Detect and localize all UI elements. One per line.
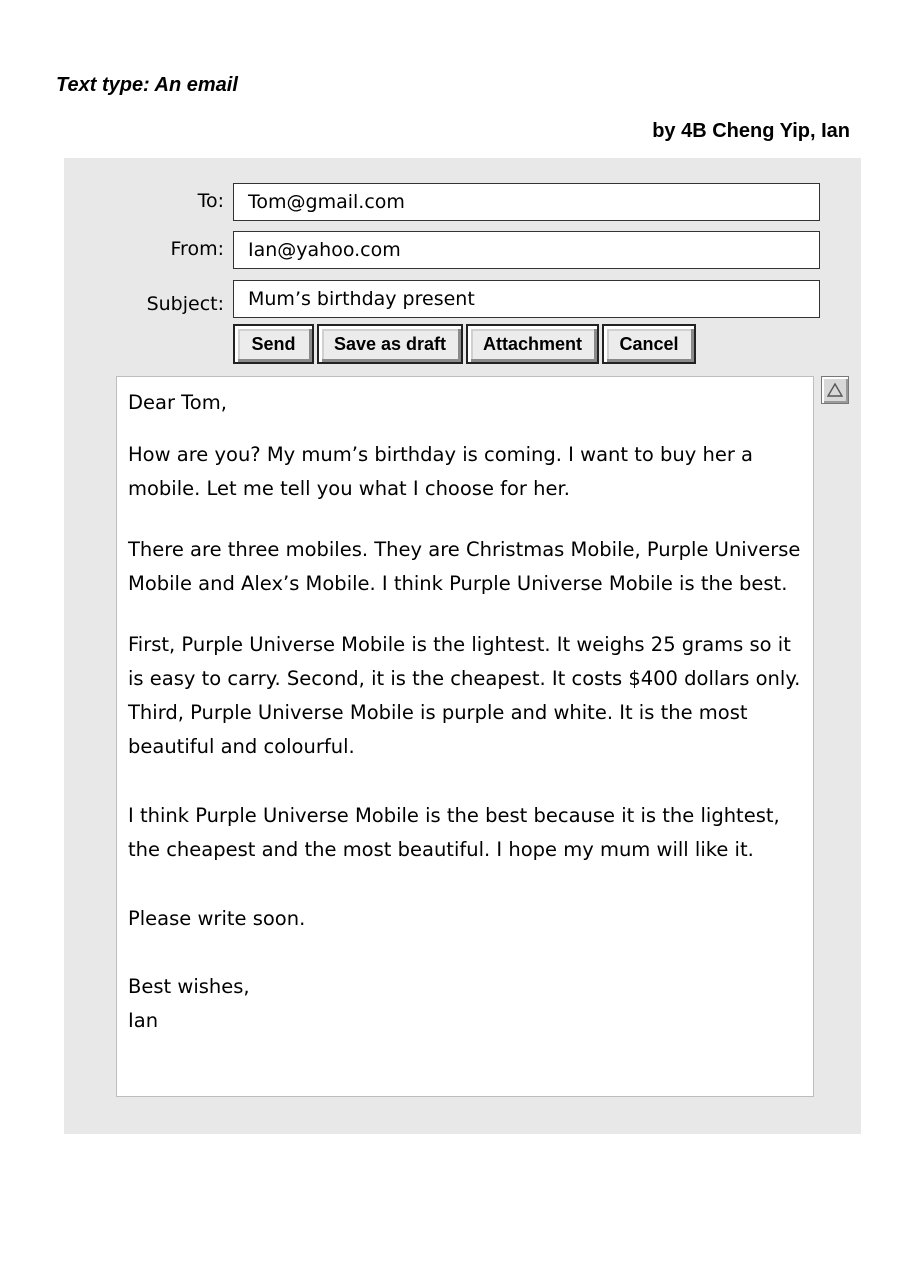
attachment-button[interactable]: Attachment: [466, 324, 599, 364]
from-field[interactable]: Ian@yahoo.com: [233, 231, 820, 269]
from-label: From:: [170, 238, 224, 260]
scroll-up-button[interactable]: [821, 376, 849, 404]
send-button[interactable]: Send: [233, 324, 314, 364]
sign-off: Best wishes,: [128, 975, 250, 998]
save-as-draft-button[interactable]: Save as draft: [317, 324, 463, 364]
body-paragraph: I think Purple Universe Mobile is the best because it is the lightest, the cheapest and the most beautiful. I hope my mum will like it.: [128, 804, 780, 861]
body-paragraph: How are you? My mum’s birthday is coming. I want to buy her a mobile. Let me tell you what I choose for her.: [128, 443, 753, 500]
toolbar: [233, 324, 699, 364]
subject-field[interactable]: Mum’s birthday present: [233, 280, 820, 318]
cancel-button[interactable]: Cancel: [602, 324, 696, 364]
to-label: To:: [197, 190, 224, 212]
greeting: Dear Tom,: [128, 391, 227, 414]
body-paragraph: There are three mobiles. They are Christmas Mobile, Purple Universe Mobile and Alex’s Mobile. I think Purple Universe Mobile is the best.: [128, 538, 801, 595]
body-paragraph: First, Purple Universe Mobile is the lightest. It weighs 25 grams so it is easy to carry. Second, it is the cheapest. It costs $400 dollars only. Third, Purple Universe Mobile is purple and white. It is the most beautiful and colourful.: [128, 633, 801, 758]
signature: Ian: [128, 1009, 159, 1032]
text-type-heading: Text type: An email: [56, 74, 238, 96]
email-compose-panel: [64, 158, 861, 1134]
closing-request: Please write soon.: [128, 907, 306, 930]
author-line: by 4B Cheng Yip, Ian: [652, 120, 850, 142]
triangle-up-icon: [827, 382, 843, 398]
message-body[interactable]: [116, 376, 814, 1097]
subject-label: Subject:: [146, 293, 224, 315]
to-field[interactable]: Tom@gmail.com: [233, 183, 820, 221]
